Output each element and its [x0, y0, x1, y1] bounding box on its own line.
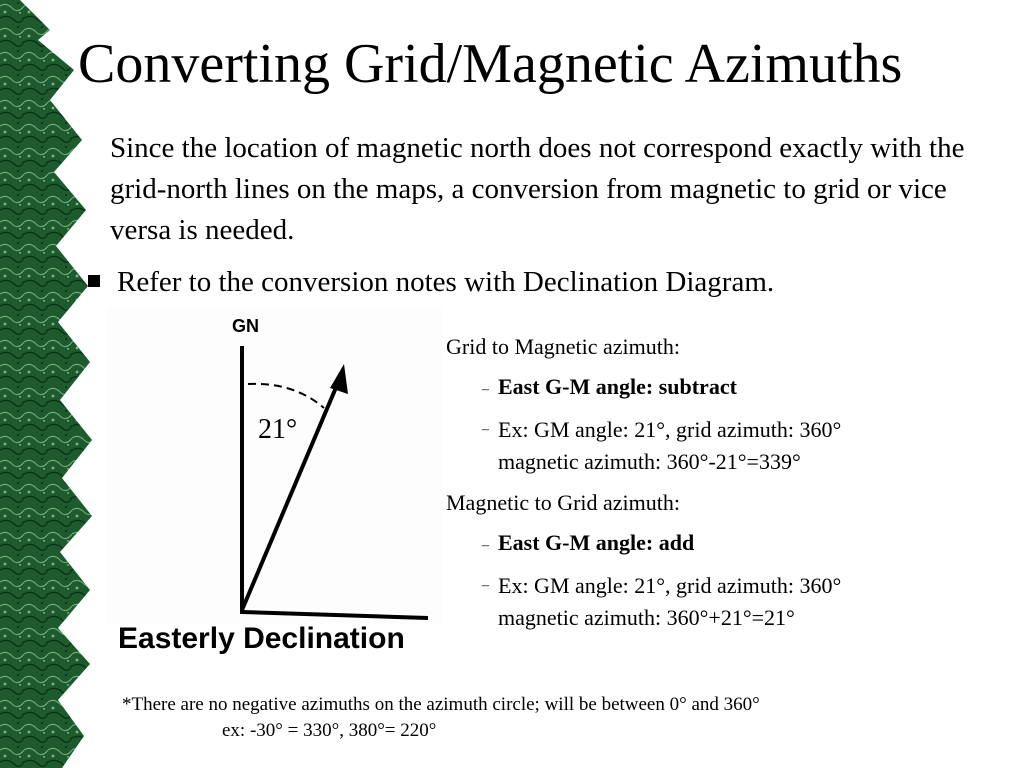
- diagram-caption: Easterly Declination: [118, 622, 405, 655]
- grid-to-magnetic-rule: – East G-M angle: subtract: [482, 374, 737, 399]
- dash-icon: –: [482, 578, 489, 593]
- dash-icon: –: [482, 538, 489, 553]
- baseline: [242, 612, 428, 618]
- magnetic-to-grid-heading: Magnetic to Grid azimuth:: [446, 490, 680, 515]
- declination-diagram: [106, 306, 442, 624]
- square-bullet-icon: [88, 275, 100, 287]
- decorative-border: [0, 0, 100, 768]
- bullet-text: Refer to the conversion notes with Declination Diagram.: [117, 266, 775, 298]
- dash-icon: –: [482, 422, 489, 437]
- magnetic-to-grid-example: – Ex: GM angle: 21°, grid azimuth: 360° magnetic azimuth: 360°+21°=21°: [482, 573, 842, 630]
- footnote: [122, 692, 760, 744]
- footnote-example: ex: -30° = 330°, 380°= 220°: [222, 720, 437, 741]
- arrow-head-icon: [330, 364, 348, 394]
- grid-to-magnetic-example: – Ex: GM angle: 21°, grid azimuth: 360° magnetic azimuth: 360°-21°=339°: [482, 417, 842, 474]
- magnetic-to-grid-rule: – East G-M angle: add: [482, 530, 695, 555]
- dash-icon: –: [482, 382, 489, 397]
- footnote-line1: *There are no negative azimuths on the azimuth circle; will be between 0° and 360°: [122, 694, 760, 715]
- angle-arc: [248, 384, 324, 408]
- magnetic-north-line: [242, 378, 340, 610]
- bullet-item: [88, 266, 774, 299]
- gn-label: GN: [232, 316, 259, 336]
- slide-title: Converting Grid/Magnetic Azimuths: [78, 33, 903, 95]
- angle-label: 21°: [258, 414, 298, 445]
- intro-paragraph: Since the location of magnetic north does not correspond exactly with the grid-north lines on the maps, a conversion from magnetic to grid or vice versa is needed.: [110, 132, 965, 246]
- grid-to-magnetic-heading: Grid to Magnetic azimuth:: [446, 334, 680, 359]
